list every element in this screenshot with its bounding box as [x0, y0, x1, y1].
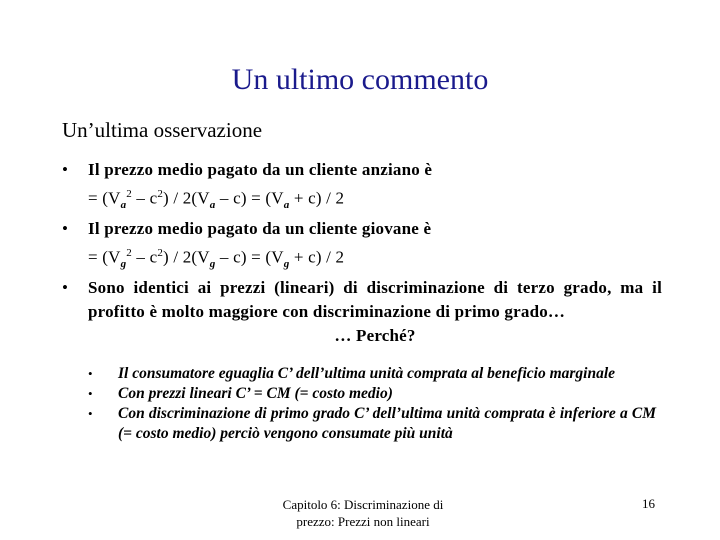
- slide-footer: [258, 496, 468, 530]
- page-number: 16: [642, 496, 655, 511]
- bullet-text: Il prezzo medio pagato da un cliente giovane è: [88, 219, 432, 239]
- slide-subtitle: Un’ultima osservazione: [62, 118, 263, 142]
- sub-bullet-item-2: [88, 384, 656, 404]
- bullet-marker: •: [62, 219, 69, 239]
- sub-bullet-marker: •: [88, 406, 93, 421]
- sub-bullet-text: Il consumatore eguaglia C’ dell’ultima unità comprata al beneficio marginale: [118, 365, 616, 382]
- bullet-list: [62, 158, 662, 345]
- sub-bullet-marker: •: [88, 366, 93, 381]
- bullet-marker: •: [62, 160, 69, 179]
- sub-bullet-text: Con prezzi lineari C’ = CM (= costo medio): [118, 385, 393, 402]
- bullet-marker: •: [62, 278, 69, 298]
- bullet-text: Il prezzo medio pagato da un cliente anziano è: [88, 160, 433, 179]
- bullet-text: Sono identici ai prezzi (lineari) di discriminazione di terzo grado, ma il profitto è molto maggiore con discriminazione di primo grado…: [88, 278, 662, 322]
- bullet-item-1: [62, 158, 662, 217]
- slide-title: Un ultimo commento: [231, 63, 489, 96]
- formula-elderly: = $(V_a^2 - c^2) / 2(V_a - c) = (V_a + c) / 2$: [88, 188, 345, 212]
- footer-line-2: prezzo: Prezzi non lineari: [296, 514, 430, 529]
- sub-bullet-marker: •: [88, 386, 93, 401]
- footer-line-1: Capitolo 6: Discriminazione di: [282, 497, 444, 512]
- bullet-item-3: [62, 276, 662, 324]
- sub-bullet-list: [88, 364, 656, 444]
- bullet-item-2: [62, 217, 662, 276]
- sub-bullet-item-1: [88, 364, 656, 384]
- formula-young: = $(V_g^2 - c^2) / 2(V_g - c) = (V_g + c) / 2$: [88, 247, 345, 271]
- sub-bullet-item-3: [88, 404, 656, 444]
- why-question: … Perché?: [334, 326, 416, 345]
- sub-bullet-text: Con discriminazione di primo grado C’ dell’ultima unità comprata è inferiore a CM (= costo medio) perciò vengono consumate più unità: [118, 405, 656, 442]
